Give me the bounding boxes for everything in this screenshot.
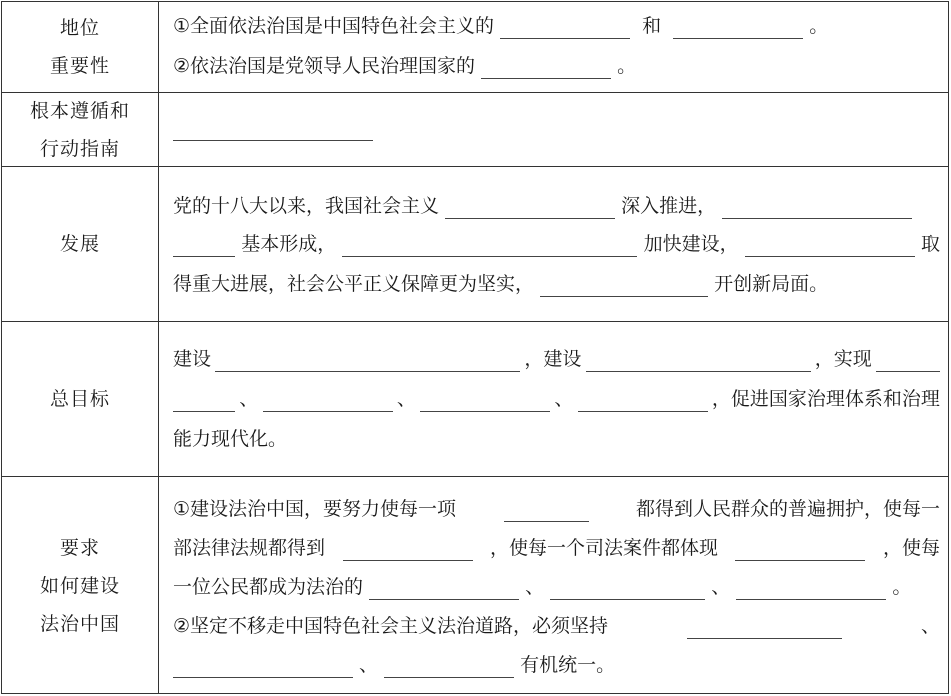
table-row-guideline	[2, 92, 948, 166]
row-label-line: 总目标	[49, 388, 110, 410]
text-segment: ①建设法治中国，要努力使每一项	[173, 498, 457, 520]
row-content-guideline	[159, 93, 948, 166]
content-line	[173, 115, 940, 141]
answer-blank[interactable]	[500, 16, 630, 39]
row-label-guideline	[2, 93, 159, 166]
text-segment: 、	[396, 388, 416, 410]
answer-blank[interactable]	[687, 616, 842, 639]
text-segment: 。	[809, 15, 829, 37]
answer-blank[interactable]	[876, 349, 940, 372]
row-label-line: 重要性	[49, 55, 110, 77]
text-segment: 部法律法规都得到	[173, 537, 326, 559]
text-segment: 取	[920, 233, 940, 255]
text-segment: 开创新局面。	[714, 273, 829, 295]
row-label-line: 地位	[59, 17, 100, 39]
answer-blank[interactable]	[736, 577, 886, 600]
row-label-line: 要求	[59, 536, 100, 559]
answer-blank[interactable]	[343, 538, 473, 561]
answer-blank[interactable]	[215, 349, 520, 372]
answer-blank[interactable]	[504, 499, 589, 522]
text-segment: 、	[554, 388, 574, 410]
table-row-development	[2, 166, 948, 321]
fill-in-table	[1, 1, 949, 694]
text-segment: 和	[642, 15, 662, 37]
row-content-development	[159, 167, 948, 321]
text-segment: 、	[920, 615, 940, 637]
answer-blank[interactable]	[173, 118, 373, 141]
text-segment: ②坚定不移走中国特色社会主义法治道路，必须坚持	[173, 615, 609, 637]
text-segment: 、	[239, 388, 259, 410]
text-segment: 建设	[173, 348, 212, 370]
answer-blank[interactable]	[173, 655, 353, 678]
text-segment: 、	[359, 654, 379, 676]
text-segment: ，建设	[524, 348, 582, 370]
table-row-goal	[2, 321, 948, 476]
answer-blank[interactable]	[481, 56, 611, 79]
row-label-goal	[2, 322, 159, 476]
content-line	[173, 535, 940, 561]
content-line	[173, 574, 940, 600]
text-segment: 得重大进展，社会公平正义保障更为坚实，	[173, 273, 535, 295]
answer-blank[interactable]	[173, 389, 235, 412]
text-segment: 一位公民都成为法治的	[173, 576, 364, 598]
row-label-line: 根本遵循和	[29, 99, 130, 122]
content-line	[173, 496, 940, 522]
content-line	[173, 386, 940, 412]
row-content-status	[159, 2, 948, 92]
text-segment: 。	[892, 576, 912, 598]
answer-blank[interactable]	[722, 196, 912, 219]
answer-blank[interactable]	[735, 538, 865, 561]
answer-blank[interactable]	[586, 349, 811, 372]
text-segment: 深入推进，	[621, 195, 717, 217]
answer-blank[interactable]	[540, 274, 708, 297]
content-line	[173, 13, 940, 39]
row-label-requirements	[2, 477, 159, 694]
answer-blank[interactable]	[384, 655, 514, 678]
text-segment: 、	[711, 576, 731, 598]
text-segment: 有机统一。	[520, 654, 616, 676]
text-segment: ①全面依法治国是中国特色社会主义的	[173, 15, 495, 37]
text-segment: ，实现	[814, 348, 872, 370]
answer-blank[interactable]	[369, 577, 519, 600]
text-segment: 。	[617, 55, 637, 77]
answer-blank[interactable]	[173, 234, 235, 257]
text-segment: 、	[525, 576, 545, 598]
answer-blank[interactable]	[420, 389, 550, 412]
row-label-line: 发展	[59, 233, 100, 255]
text-segment: ，促进国家治理体系和治理	[711, 388, 940, 410]
content-line	[173, 613, 940, 639]
text-segment: ，使每一个司法案件都体现	[489, 537, 718, 559]
table-row-requirements	[2, 476, 948, 694]
row-label-line: 如何建设	[39, 574, 120, 597]
text-segment: ，使每	[882, 537, 940, 559]
text-segment: 党的十八大以来，我国社会主义	[173, 195, 440, 217]
text-segment: 加快建设，	[643, 233, 739, 255]
text-segment: 能力现代化。	[173, 428, 288, 450]
text-segment: 基本形成，	[241, 233, 337, 255]
content-line	[173, 346, 940, 372]
row-label-development	[2, 167, 159, 321]
answer-blank[interactable]	[342, 234, 637, 257]
content-line	[173, 231, 940, 257]
table-row-status	[2, 2, 948, 92]
answer-blank[interactable]	[673, 16, 803, 39]
text-segment: ②依法治国是党领导人民治理国家的	[173, 55, 476, 77]
row-label-status	[2, 2, 159, 92]
row-label-line: 法治中国	[39, 612, 120, 635]
content-line	[173, 271, 940, 297]
answer-blank[interactable]	[445, 196, 615, 219]
content-line	[173, 652, 940, 678]
answer-blank[interactable]	[578, 389, 708, 412]
content-line	[173, 426, 940, 452]
content-line	[173, 53, 940, 79]
row-content-goal	[159, 322, 948, 476]
row-content-requirements	[159, 477, 948, 694]
content-line	[173, 193, 940, 219]
answer-blank[interactable]	[550, 577, 705, 600]
text-segment: 都得到人民群众的普遍拥护，使每一	[635, 498, 940, 520]
row-label-line: 行动指南	[39, 137, 120, 160]
answer-blank[interactable]	[745, 234, 915, 257]
answer-blank[interactable]	[263, 389, 393, 412]
